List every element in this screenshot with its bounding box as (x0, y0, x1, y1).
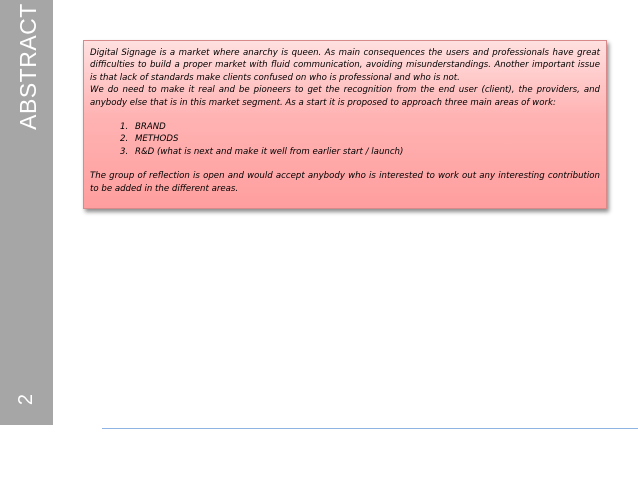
abstract-paragraph-1: Digital Signage is a market where anarchy is queen. As main consequences the users and professionals have great difficulties to build a proper market with fluid communication, avoiding misunderstandings. Another important issue is that lack of standards make clients confused on who is professional and who is not. (90, 48, 600, 83)
page-number: 2 (15, 393, 38, 405)
list-item-label: METHODS (135, 134, 179, 145)
section-title: ABSTRACT (14, 2, 41, 130)
abstract-box (83, 40, 607, 209)
section-title-container (3, 4, 53, 128)
abstract-paragraph-2: We do need to make it real and be pioneers to get the recognition from the end user (client), the providers, and anybody else that is in this market segment. As a start it is proposed to approach three main areas of work: (90, 85, 600, 108)
list-item-label: BRAND (135, 122, 166, 133)
list-item (90, 133, 600, 145)
spacer (90, 109, 600, 121)
list-item-number: 2. (120, 134, 129, 145)
page-number-container (14, 386, 40, 412)
list-item-number: 3. (120, 146, 129, 157)
list-item-label: R&D (what is next and make it well from earlier start / launch) (135, 146, 404, 157)
areas-list (90, 121, 600, 158)
abstract-paragraph-3: The group of reflection is open and would accept anybody who is interested to work out any interesting contribution to be added in the different areas. (90, 171, 600, 194)
bottom-divider (102, 428, 638, 429)
spacer (90, 158, 600, 170)
list-item (90, 121, 600, 133)
list-item-number: 1. (120, 122, 129, 133)
side-band (0, 0, 53, 425)
list-item (90, 146, 600, 158)
